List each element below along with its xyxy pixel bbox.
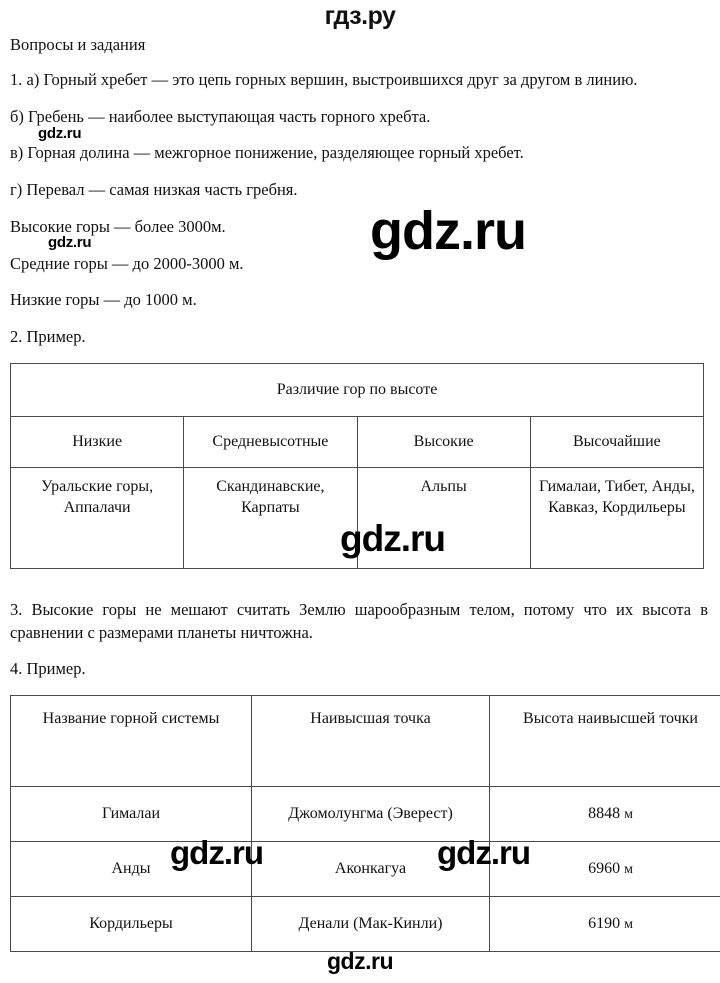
paragraph-1a: 1. а) Горный хребет — это цепь горных вершин, выстроившихся друг за другом в линию. — [10, 69, 638, 89]
height-unit: м — [624, 807, 633, 823]
table-row — [11, 416, 704, 467]
table-mountain-peaks — [10, 695, 720, 952]
watermark-gdz: gdz.ru — [370, 201, 526, 261]
table-row — [11, 363, 704, 416]
table-heights-header-high: Высокие — [357, 416, 530, 467]
table-heights-title: Различие гор по высоте — [11, 363, 704, 416]
paragraph-task-2: 2. Пример. — [10, 327, 86, 347]
table-peaks-cell-peak: Джомолунгма (Эверест) — [252, 787, 490, 842]
table-mountain-heights — [10, 363, 704, 569]
table-peaks-cell-height — [490, 897, 720, 952]
table-row — [11, 897, 720, 952]
table-peaks-cell-peak: Денали (Мак-Кинли) — [252, 897, 490, 952]
table-heights-header-medium: Средневысотные — [184, 416, 357, 467]
height-unit: м — [624, 917, 633, 933]
paragraph-high-mountains: Высокие горы — более 3000м. — [10, 216, 226, 236]
table-heights-header-highest: Высочайшие — [530, 416, 703, 467]
table-peaks-cell-height — [490, 787, 720, 842]
page-title: Вопросы и задания — [10, 35, 146, 54]
site-logo-top: гдз.ру — [324, 2, 396, 30]
site-logo-bottom: gdz.ru — [327, 948, 393, 974]
height-value: 6960 — [588, 860, 621, 878]
paragraph-task-4: 4. Пример. — [10, 659, 86, 679]
table-peaks-header-height: Высота наивысшей точки — [490, 696, 720, 787]
watermark-gdz: gdz.ru — [38, 125, 82, 142]
watermark-gdz: gdz.ru — [437, 834, 530, 871]
watermark-gdz: gdz.ru — [170, 834, 263, 871]
paragraph-medium-mountains: Средние горы — до 2000-3000 м. — [10, 253, 244, 273]
table-peaks-cell-height — [490, 842, 720, 897]
table-peaks-cell-system: Гималаи — [11, 787, 252, 842]
table-peaks-cell-system: Анды — [11, 842, 252, 897]
paragraph-1g: г) Перевал — самая низкая часть гребня. — [10, 180, 298, 200]
table-peaks-cell-system: Кордильеры — [11, 897, 252, 952]
height-value: 6190 — [588, 915, 621, 933]
table-peaks-cell-peak: Аконкагуа — [252, 842, 490, 897]
table-heights-cell-high: Альпы — [357, 467, 530, 568]
table-row — [11, 696, 720, 787]
paragraph-low-mountains: Низкие горы — до 1000 м. — [10, 290, 197, 310]
table-peaks-header-system: Название горной системы — [11, 696, 252, 787]
table-peaks-header-peak: Наивысшая точка — [252, 696, 490, 787]
table-heights-cell-highest: Гималаи, Тибет, Анды, Кавказ, Кордильеры — [530, 467, 703, 568]
table-heights-cell-low: Уральские горы, Аппалачи — [11, 467, 184, 568]
table-row — [11, 467, 704, 568]
document-body — [10, 34, 708, 952]
paragraph-1b: б) Гребень — наиболее выступающая часть горного хребта. — [10, 106, 431, 126]
paragraph-task-3: 3. Высокие горы не мешают считать Землю шарообразным телом, потому что их высота в сравнении с размерами планеты ничтожна. — [10, 599, 708, 642]
watermark-gdz: gdz.ru — [340, 518, 445, 559]
table-row — [11, 787, 720, 842]
table-row — [11, 842, 720, 897]
height-unit: м — [624, 862, 633, 878]
height-value: 8848 — [588, 805, 621, 823]
table-heights-cell-medium: Скандинавские, Карпаты — [184, 467, 357, 568]
watermark-gdz: gdz.ru — [48, 234, 92, 251]
paragraph-1v: в) Горная долина — межгорное понижение, разделяющее горный хребет. — [10, 143, 524, 163]
table-heights-header-low: Низкие — [11, 416, 184, 467]
